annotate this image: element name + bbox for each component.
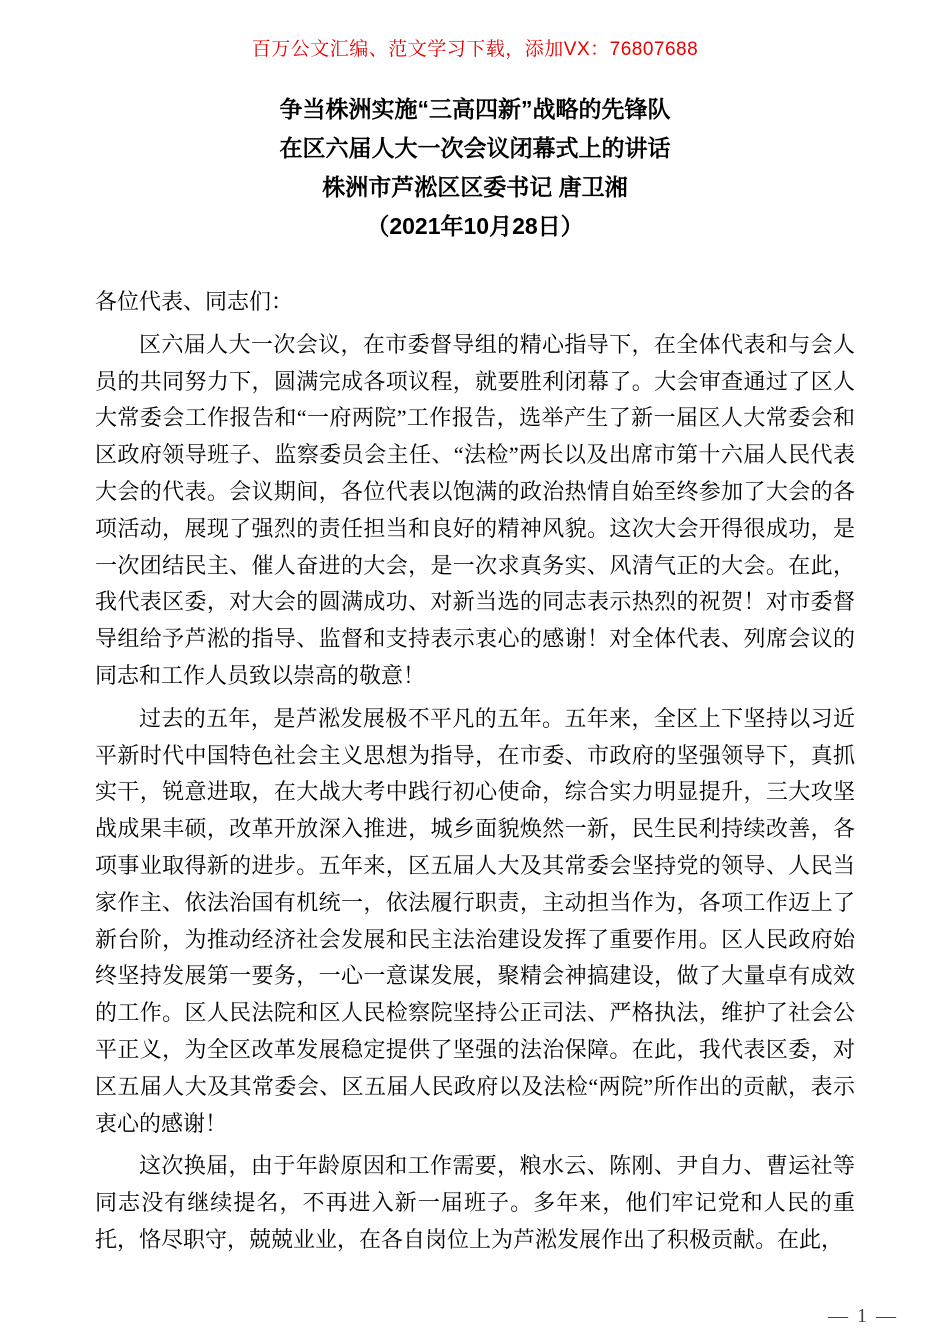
title-line-main: 争当株洲实施“三高四新”战略的先锋队: [279, 96, 671, 122]
body-paragraph: 这次换届，由于年龄原因和工作需要，粮水云、陈刚、尹自力、曹运社等同志没有继续提名，不再进入新一届班子。多年来，他们牢记党和人民的重托，恪尽职守，兢兢业业，在各自岗位上为芦淞发展作出了积极贡献。在此，: [95, 1153, 855, 1252]
speaker-line: 株洲市芦淞区区委书记 唐卫湘: [322, 174, 628, 200]
page-number: — 1 —: [828, 1305, 898, 1327]
document-body: [95, 284, 855, 1259]
date-line: （2021年10月28日）: [366, 213, 584, 239]
title-block: [95, 90, 855, 246]
title-line-sub: 在区六届人大一次会议闭幕式上的讲话: [279, 135, 671, 161]
header-notice: 百万公文汇编、范文学习下载，添加VX：76807688: [251, 39, 699, 60]
body-paragraph: 过去的五年，是芦淞发展极不平凡的五年。五年来，全区上下坚持以习近平新时代中国特色社会主义思想为指导，在市委、市政府的坚强领导下，真抓实干，锐意进取，在大战大考中践行初心使命，综合实力明显提升，三大攻坚战成果丰硕，改革开放深入推进，城乡面貌焕然一新，民生民利持续改善，各项事业取得新的进步。五年来，区五届人大及其常委会坚持党的领导、人民当家作主、依法治国有机统一，依法履行职责，主动担当作为，各项工作迈上了新台阶，为推动经济社会发展和民主法治建设发挥了重要作用。区人民政府始终坚持发展第一要务，一心一意谋发展，聚精会神搞建设，做了大量卓有成效的工作。区人民法院和区人民检察院坚持公正司法、严格执法，维护了社会公平正义，为全区改革发展稳定提供了坚强的法治保障。在此，我代表区委，对区五届人大及其常委会、区五届人民政府以及法检“两院”所作出的贡献，表示衷心的感谢！: [95, 705, 855, 1136]
salutation: 各位代表、同志们：: [95, 289, 294, 314]
body-paragraph: 区六届人大一次会议，在市委督导组的精心指导下，在全体代表和与会人员的共同努力下，圆满完成各项议程，就要胜利闭幕了。大会审查通过了区人大常委会工作报告和“一府两院”工作报告，选举产生了新一届区人大常委会和区政府领导班子、监察委员会主任、“法检”两长以及出席市第十六届人民代表大会的代表。会议期间，各位代表以饱满的政治热情自始至终参加了大会的各项活动，展现了强烈的责任担当和良好的精神风貌。这次大会开得很成功，是一次团结民主、催人奋进的大会，是一次求真务实、风清气正的大会。在此，我代表区委，对大会的圆满成功、对新当选的同志表示热烈的祝贺！对市委督导组给予芦淞的指导、监督和支持表示衷心的感谢！对全体代表、列席会议的同志和工作人员致以崇高的敬意！: [95, 331, 855, 688]
